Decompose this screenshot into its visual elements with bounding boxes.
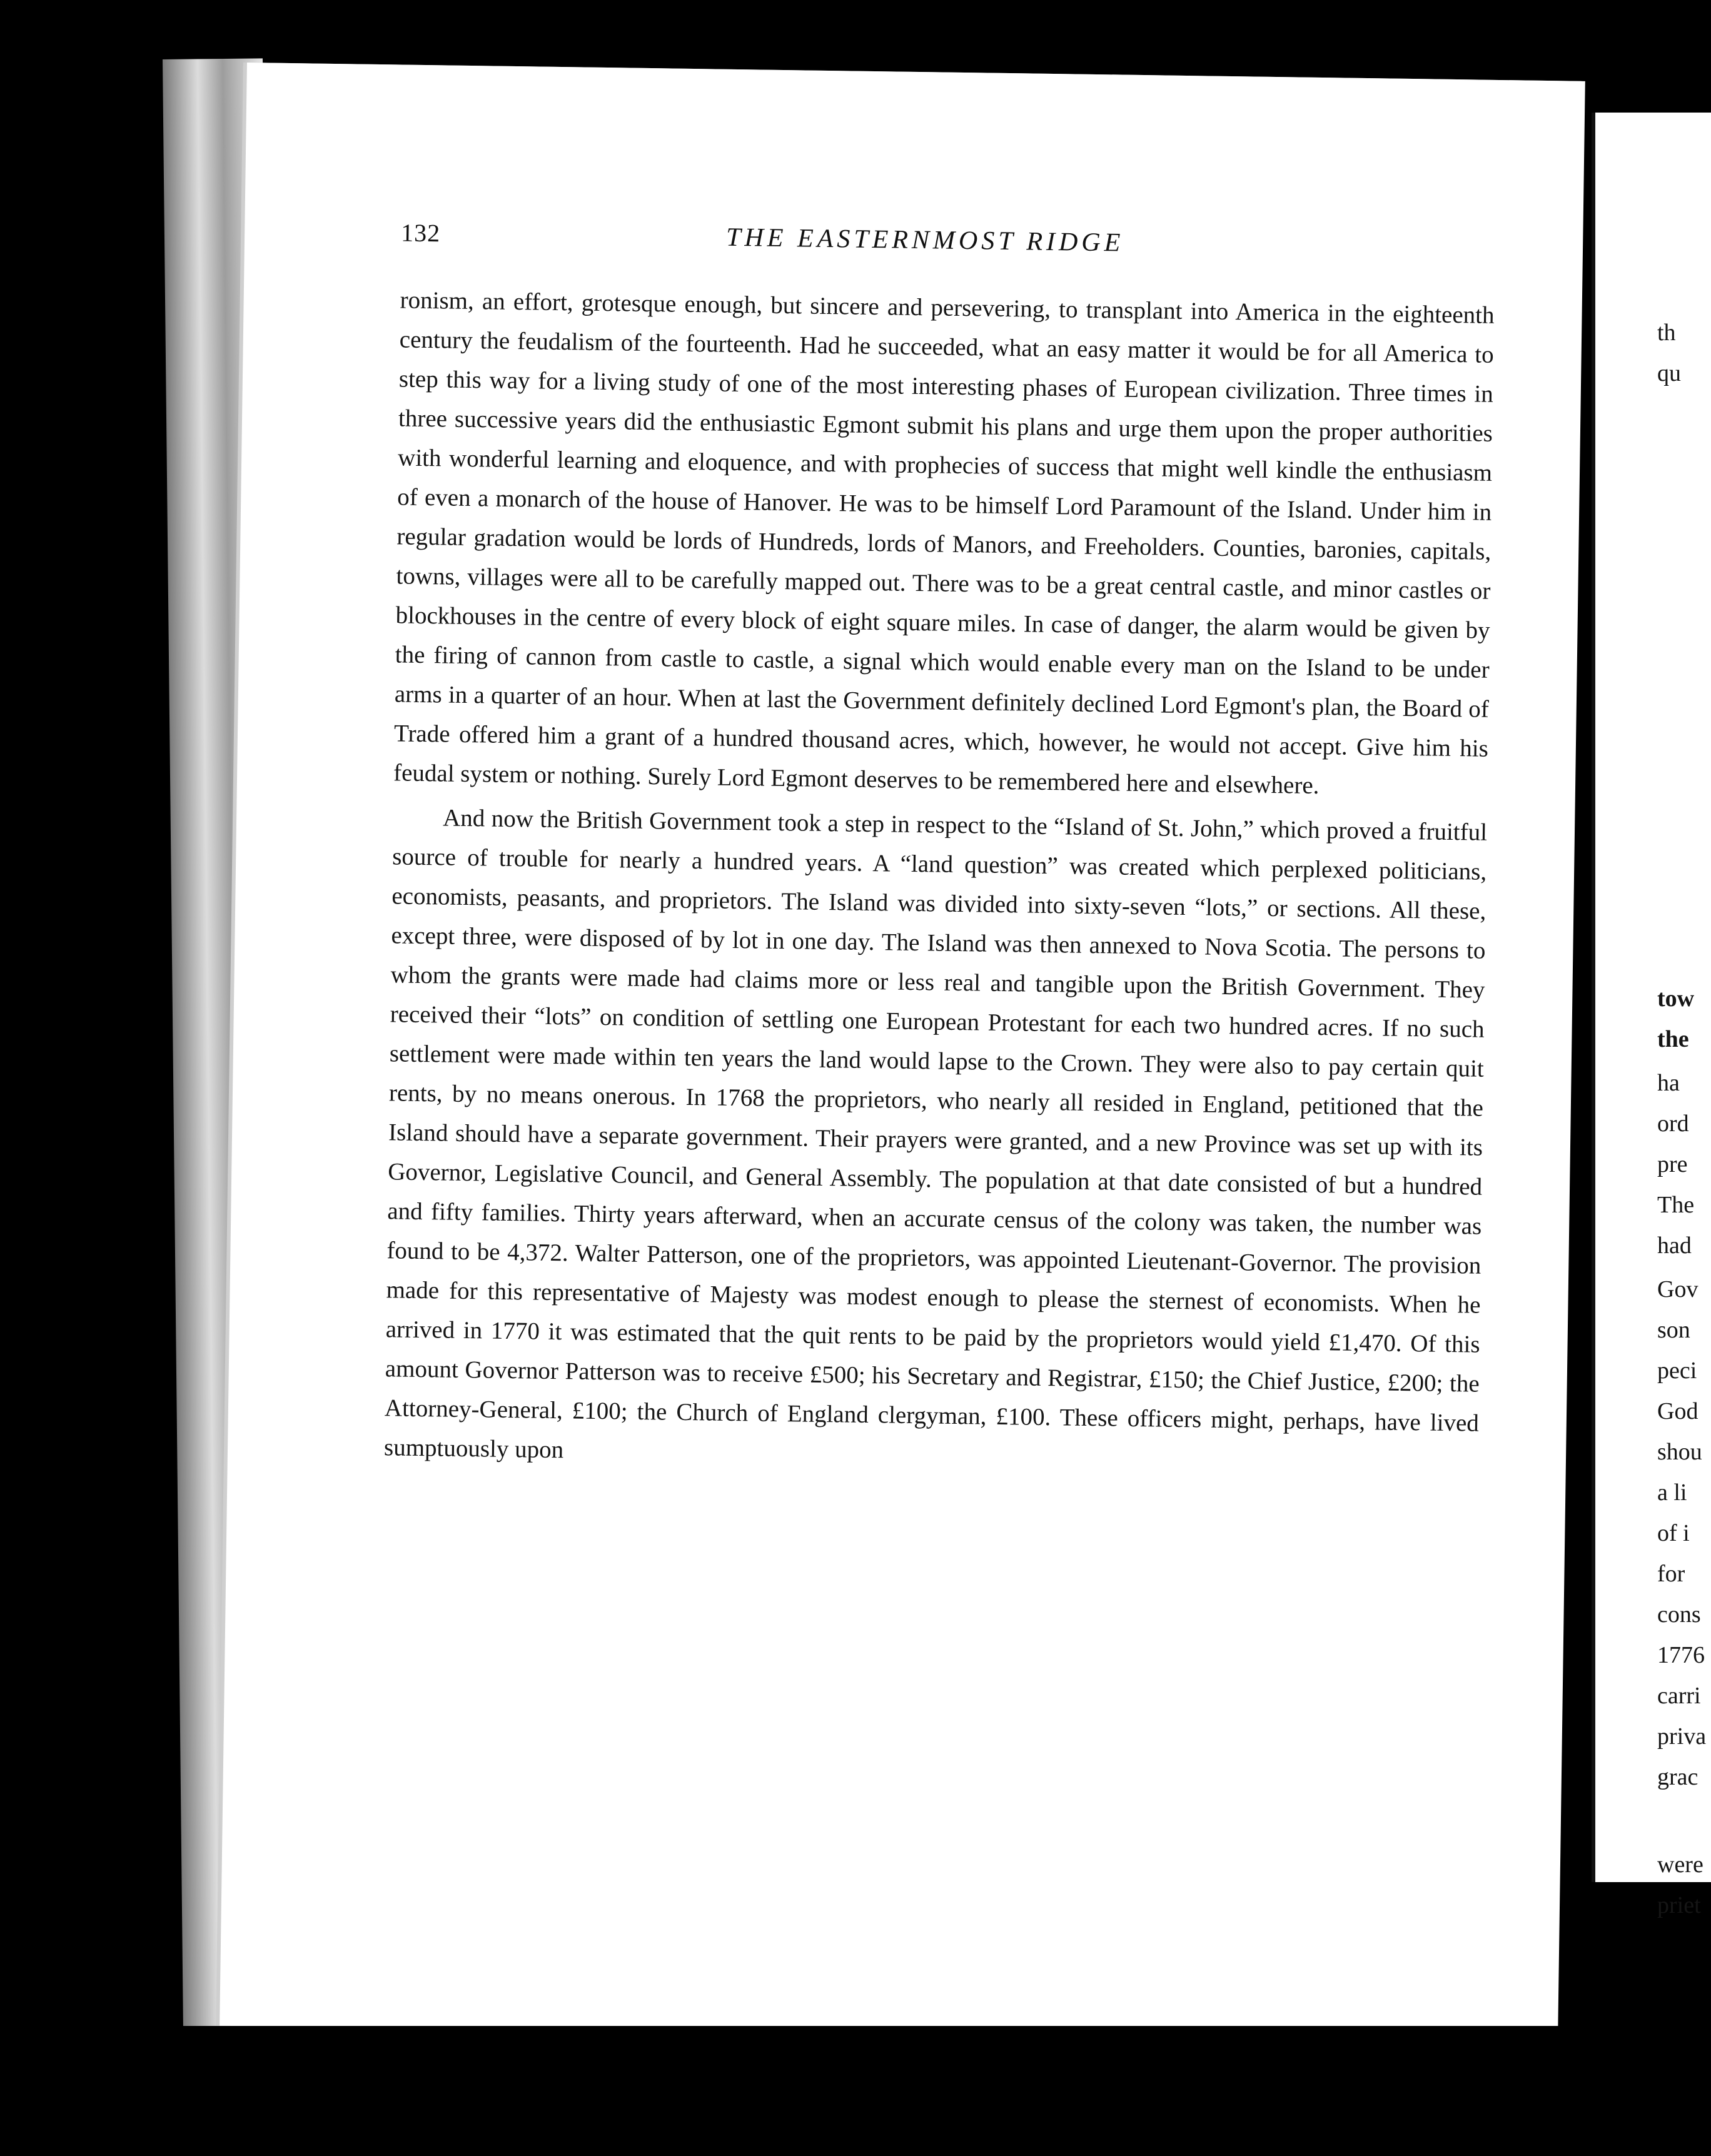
- right-page-fragment: a li: [1657, 1479, 1687, 1506]
- running-title: THE EASTERNMOST RIDGE: [725, 223, 1124, 258]
- right-page-fragment: shou: [1657, 1439, 1702, 1465]
- right-page-fragment: peci: [1657, 1358, 1697, 1384]
- right-page-fragment: ord: [1657, 1111, 1689, 1137]
- right-page-fragment: The: [1657, 1192, 1695, 1218]
- body-text: [384, 280, 1495, 1482]
- right-page-fragment: had: [1657, 1232, 1692, 1259]
- right-page-fragment: 1776: [1657, 1642, 1705, 1668]
- right-page-fragment: cons: [1657, 1601, 1701, 1628]
- paragraph: And now the British Government took a step in respect to the “Island of St. John,” which proved a fruitful source of trouble for nearly a hundred years. A “land question” was created which perplexed politicians, economists, peasants, and proprietors. The Island was divided into sixty-seven “lots,” or sections. All these, except three, were disposed of by lot in one day. The Island was then annexed to Nova Scotia. The persons to whom the grants were made had claims more or less real and tangible upon the British Government. They received their “lots” on condition of settling one European Protestant for each two hundred acres. If no such settlement were made within ten years the land would lapse to the Crown. They were also to pay certain quit rents, by no means onerous. In 1768 the proprietors, who nearly all resided in England, petitioned that the Island should have a separate government. Their prayers were granted, and a new Province was set up with its Governor, Legislative Council, and General Assembly. The population at that date consisted of but a hundred and fifty families. Thirty years afterward, when an accurate census of the colony was taken, the number was found to be 4,372. Walter Patterson, one of the proprietors, was appointed Lieutenant-Governor. The provision made for this representative of Majesty was modest enough to please the sternest of economists. When he arrived in 1770 it was estimated that the quit rents to be paid by the proprietors would yield £1,470. Of this amount Governor Patterson was to receive £500; his Secretary and Registrar, £150; the Chief Justice, £200; the Attorney-General, £100; the Church of England clergyman, £100. These officers might, perhaps, have lived sumptuously upon: [383, 804, 1488, 1464]
- right-page-fragment: ha: [1657, 1070, 1680, 1096]
- scan-background: [0, 2026, 1711, 2156]
- right-page-fragment: for: [1657, 1561, 1685, 1587]
- page-number: 132: [400, 218, 441, 248]
- right-page-fragment: grac: [1657, 1764, 1698, 1790]
- page-header: [401, 218, 1477, 276]
- right-page-fragment: God: [1657, 1398, 1698, 1424]
- right-page-fragment: the: [1657, 1026, 1689, 1052]
- right-page-fragment: were: [1657, 1851, 1703, 1878]
- right-page-fragment: son: [1657, 1317, 1690, 1343]
- right-page-fragment: priet: [1657, 1892, 1701, 1918]
- right-page-fragment: tow: [1657, 985, 1695, 1012]
- right-page-fragment: carri: [1657, 1683, 1701, 1709]
- right-page-fragment: priva: [1657, 1723, 1707, 1750]
- right-page-fragment: Gov: [1657, 1276, 1698, 1302]
- right-page-fragment: pre: [1657, 1151, 1688, 1177]
- right-page-fragment: th: [1657, 320, 1676, 346]
- left-page: [220, 63, 1585, 2045]
- paragraph: ronism, an effort, grotesque enough, but sincere and persevering, to transplant into America in the eighteenth century the feudalism of the fourteenth. Had he succeeded, what an easy matter it would be for all America to step this way for a living study of one of the most interesting phases of European civilization. Three times in three successive years did the enthusiastic Egmont submit his plans and urge them upon the proper authorities with wonderful learning and eloquence, and with prophecies of success that might well kindle the enthusiasm of even a monarch of the house of Hanover. He was to be himself Lord Paramount of the Island. Under him in regular gradation would be lords of Hundreds, lords of Manors, and Freeholders. Counties, baronies, capitals, towns, villages were all to be carefully mapped out. There was to be a great central castle, and minor castles or blockhouses in the centre of every block of eight square miles. In case of danger, the alarm would be given by the firing of cannon from castle to castle, a signal which would enable every man on the Island to be under arms in a quarter of an hour. When at last the Government definitely declined Lord Egmont's plan, the Board of Trade offered him a grant of a hundred thousand acres, which, however, he would not accept. Give him his feudal system or nothing. Surely Lord Egmont deserves to be remembered here and elsewhere.: [393, 286, 1495, 800]
- right-page-fragment: of i: [1657, 1520, 1690, 1546]
- right-page-fragment: qu: [1657, 360, 1681, 386]
